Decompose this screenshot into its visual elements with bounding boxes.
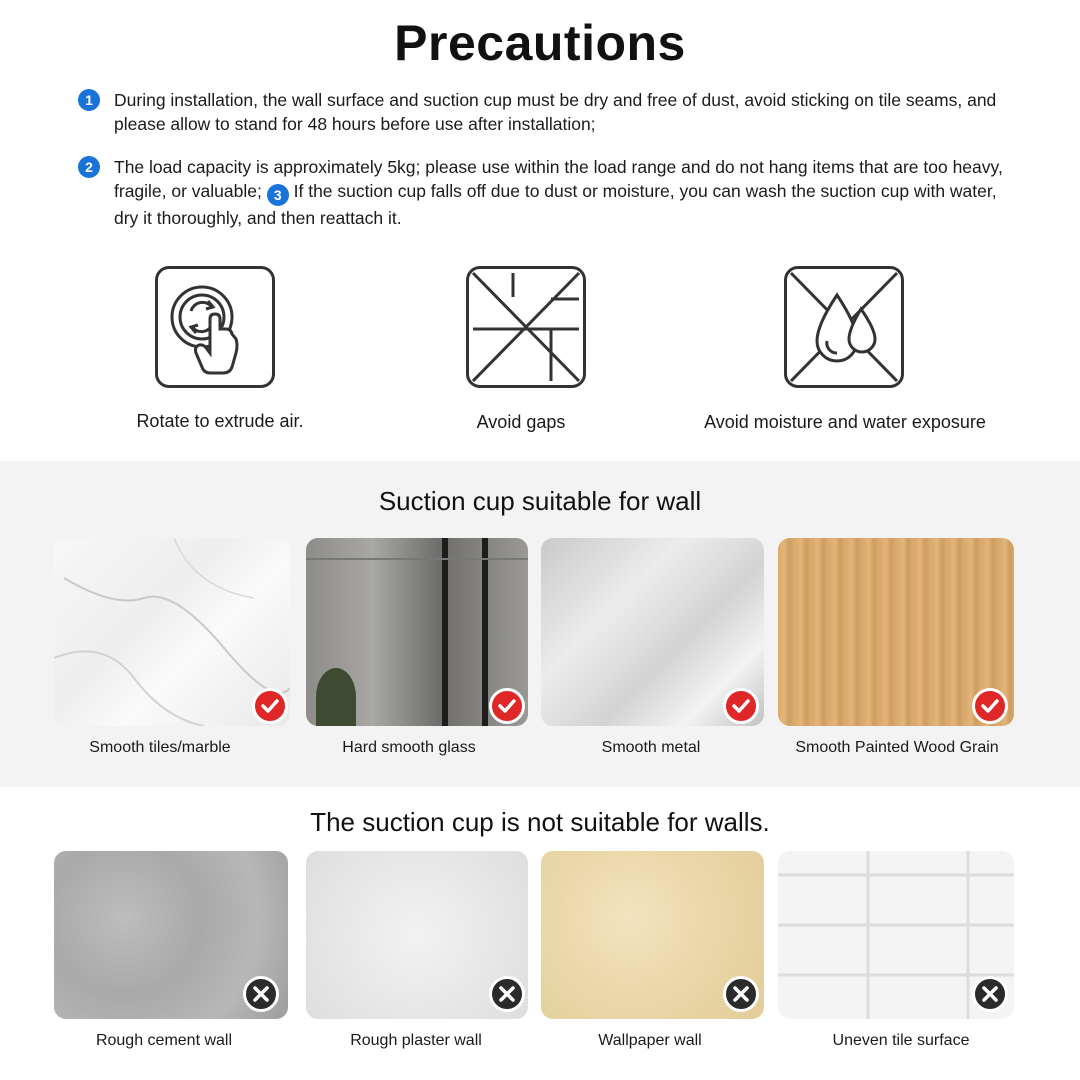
unsuitable-label-tile: Uneven tile surface: [832, 1032, 970, 1049]
page-title: Precautions: [394, 15, 686, 71]
number-badge-1: 1: [78, 89, 100, 111]
check-icon: [489, 688, 525, 724]
tip-label-moisture: Avoid moisture and water exposure: [704, 412, 986, 432]
suitable-label-glass: Hard smooth glass: [342, 739, 476, 756]
no-water-icon: [784, 266, 904, 388]
precaution-note-2: [78, 155, 1018, 230]
x-icon: [243, 976, 279, 1012]
unsuitable-label-plaster: Rough plaster wall: [350, 1032, 482, 1049]
suitable-label-marble: Smooth tiles/marble: [89, 739, 231, 756]
suitable-label-wood: Smooth Painted Wood Grain: [795, 739, 999, 756]
check-icon: [252, 688, 288, 724]
x-icon: [723, 976, 759, 1012]
unsuitable-heading: The suction cup is not suitable for walls.: [310, 807, 770, 837]
unsuitable-label-wallpaper: Wallpaper wall: [598, 1032, 702, 1049]
avoid-gaps-icon: [466, 266, 586, 388]
note-3-text: If the suction cup falls off due to dust or moisture, you can wash the suction cup with water, dry it thoroughly, and then reattach it.: [114, 181, 997, 228]
note-2-text: The load capacity is approximately 5kg; please use within the load range and do not hang items that are too heavy, fragile, or valuable;: [114, 157, 1003, 201]
note-1-text: During installation, the wall surface and suction cup must be dry and free of dust, avoid sticking on tile seams, and please allow to stand for 48 hours before use after installation;: [114, 90, 997, 134]
suitable-heading: Suction cup suitable for wall: [378, 486, 702, 516]
precaution-note-1: [78, 88, 1038, 136]
x-icon: [489, 976, 525, 1012]
rotate-hand-icon: [155, 266, 275, 388]
unsuitable-label-cement: Rough cement wall: [95, 1032, 233, 1049]
check-icon: [972, 688, 1008, 724]
suitable-label-metal: Smooth metal: [601, 739, 701, 756]
number-badge-3: 3: [267, 184, 289, 206]
x-icon: [972, 976, 1008, 1012]
tip-label-rotate: Rotate to extrude air.: [136, 411, 304, 431]
tip-label-gaps: Avoid gaps: [476, 412, 566, 432]
check-icon: [723, 688, 759, 724]
number-badge-2: 2: [78, 156, 100, 178]
